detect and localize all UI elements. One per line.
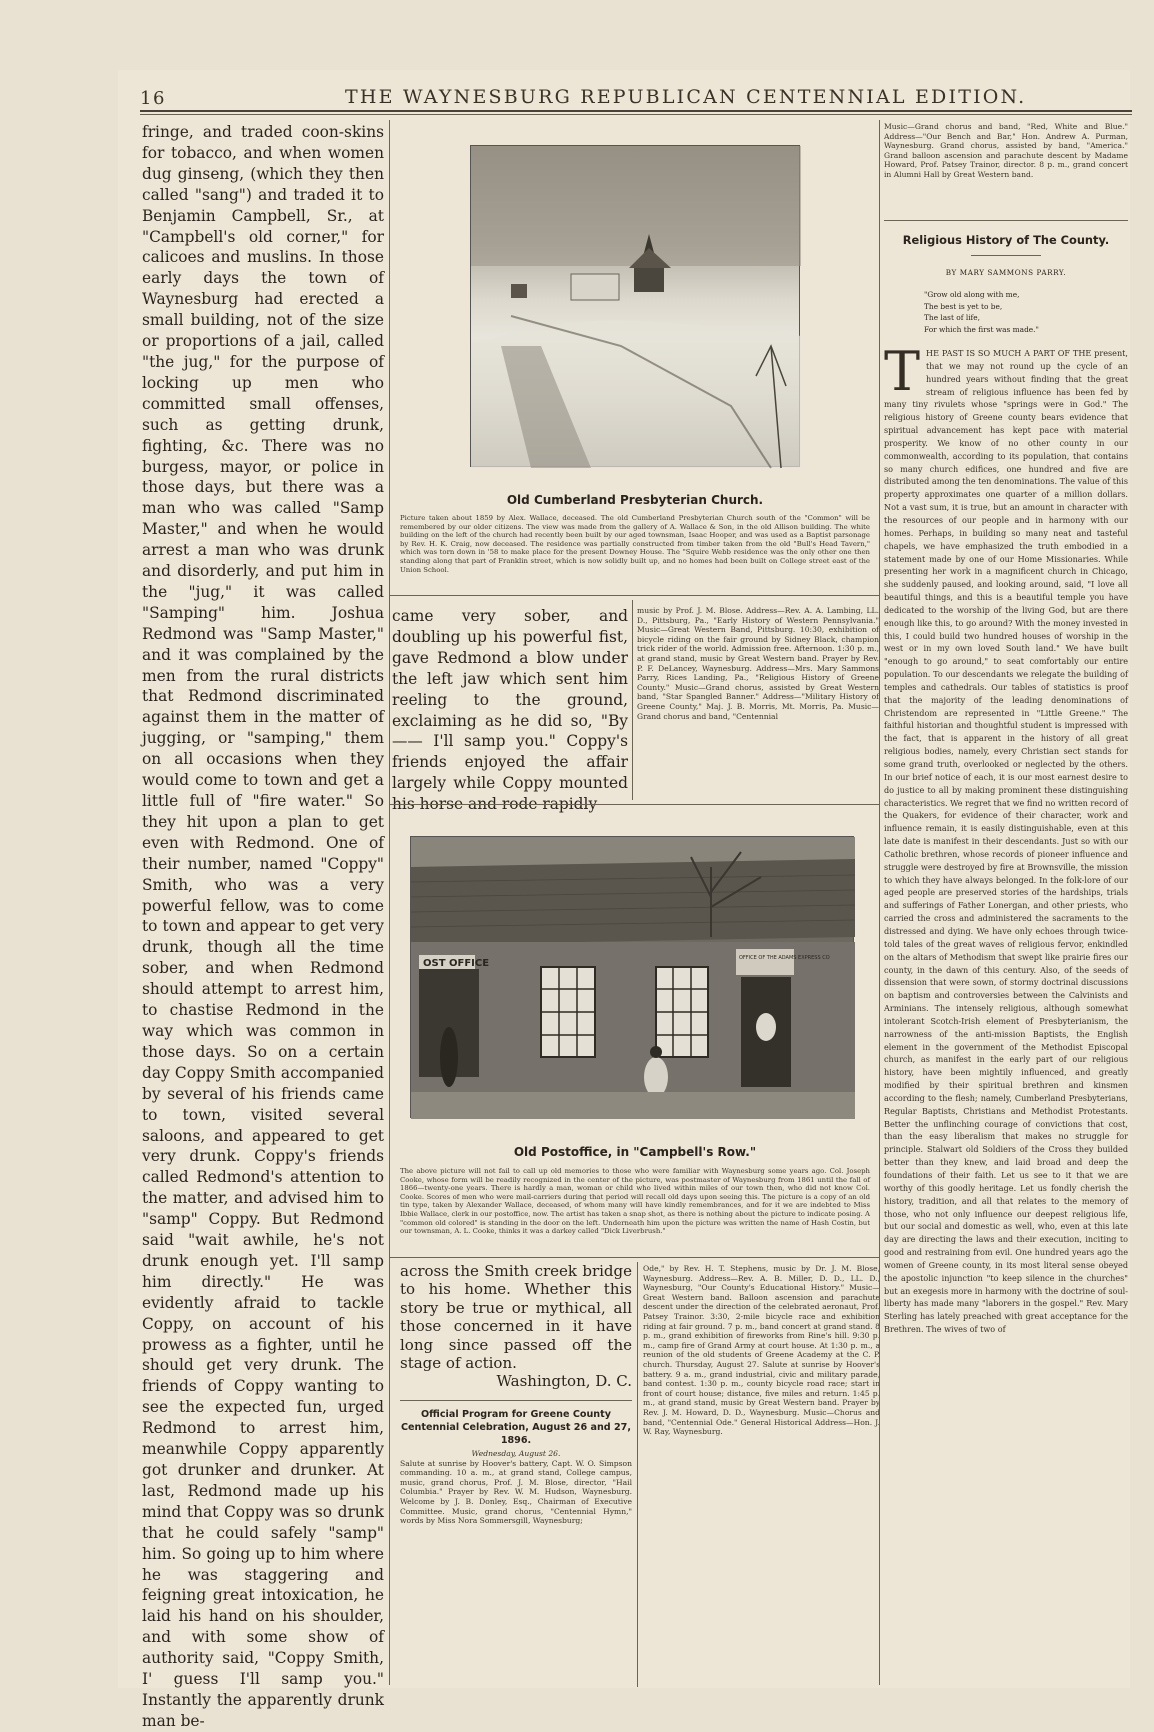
religious-history-text: HE PAST IS SO MUCH A PART OF THE present, that we may not round up the cycle of an hundred years without finding that the great stream of religious influence has been fed by many tiny rivulets whose "springs were in God." The religious history of Greene county bears evidence that spiritual advancement has kept pace with material prosperity. We know of no other county in our commonwealth, according to its population, that contains so many church edifices, one hundred and five are distributed among the ten denominations. The value of this property approximates one quarter of a million dollars. Not a vast sum, it is true, but an amount in character with the resources of our people and in harmony with our homes. Perhaps, in building so many neat and tasteful chapels, we have emphasized the truth embodied in a statement made by one of our Home Missionaries. While presenting her work in a magnificent church in Chicago, she suddenly paused, and looking around, said, "I love all beautiful things, and this is a beautiful temple you have dedicated to the worship of the living God, but are there enough like this, to go around? With the money invested in this, I could build two hundred houses of worship in the west or in my own loved South land." We have built "enough to go around," to seat comfortably our entire population. To our descendants we relegate the building of temples and cathedrals. Our tables of statistics is proof that the majority of the leading denominations of Christendom are represented in "Little Greene." The faithful historian and thoughtful student is impressed with the fact, that is apparent in the history of all great religious bodies, namely, every Christian sect stands for some grand truth, overlooked or neglected by the others. In our brief notice of each, it is our most earnest desire to do justice to all by making prominent these distinguishing characteristics. We regret that we find no written record of the Quakers, for evidence of their character, work and influence remain, it is easily distinguishable, even at this late date is manifest in their descendants. Just so with our Catholic brethren, whose records of pioneer influence and struggle were destroyed by fire at Brownsville, the mission to which they have always belonged. In the folk-lore of our aged people are preserved stories of the hardships, trials and sufferings of Father Lonergan, and other priests, who carried the cross and administered the sacraments to the distressed and dying. We have only echoes through twice-told tales of the great waves of religious fervor, enkindled on the altars of Methodism that swept like prairie fires our county, in the dawn of this century. Also, of the seeds of dissension that were sown, of stormy doctrinal discussions on baptism and controversies between the Calvinists and Arminians. The intensely religious, although somewhat intolerant Scotch-Irish element of Presbyterianism, the narrowness of the anti-mission Baptists, the English element in the government of the Methodist Episcopal church, as manifest in the early part of our religious history, have been mightily influenced, and greatly modified by their spiritual brethren and kinsmen according to the flesh; namely, Cumberland Presbyterians, Regular Baptists, Christians and Methodist Protestants. Better the unflinching courage of convictions that cost, than the easy liberalism that makes no struggle for principle. Stalwart old Soldiers of the Cross they builded better than they knew, and laid broad and deep the foundations of their faith. Let us see to it that we are worthy of this goodly heritage. Let us fondly cherish the history, tradition, and all that relates to the memory of those, who not only influence our deepest religious life, but our social and domestic as well, who, even at this late day are directing the laws and their execution, inciting to good and restraining from evil. One hundred years ago the women of Greene county, in its most literal sense obeyed the apostolic injunction "to keep silence in the churches" but an exegesis more in harmony with the doctrine of soul-liberty has made many "laborers in the gospel." Rev. Mary Sterling has lately preached with great acceptance for the Brethren. The wives of two of (884, 348, 1128, 1335)
rule-above-religious (884, 220, 1128, 221)
religious-byline: BY MARY SAMMONS PARRY. (945, 268, 1067, 277)
official-program-heading: Official Program for Greene County Centennial Celebration, August 26 and 27, 1896. (400, 1409, 631, 1446)
poem-line: For which the first was made." (924, 324, 1039, 334)
story-text-part3: across the Smith creek bridge to his home. Whether this story be true or mythical, all those concerned in it have long since passed off the stage of action. (400, 1262, 632, 1373)
postoffice-sign-right: OFFICE OF THE ADAMS EXPRESS CO (739, 955, 830, 961)
poem-line: "Grow old along with me, (924, 290, 1020, 299)
program-end: Music—Grand chorus and band, "Red, White and Blue." Address—"Our Bench and Bar," Hon. Andrew A. Purman, Waynesburg. Grand chorus, assisted by band, "America." Grand balloon ascension and parachute descent by Madame Howard, Prof. Patsey Trainor, director. 8 p. m., grand concert in Alumni Hall by Great Western band. (884, 122, 1128, 179)
postoffice-sign-left: OST OFFICE (423, 958, 490, 969)
church-photo-title: Old Cumberland Presbyterian Church. (506, 493, 764, 507)
rule-below-postoffice-caption (390, 1257, 880, 1258)
church-photo-scene (471, 146, 801, 468)
heading-divider (971, 255, 1041, 256)
story-continued (392, 606, 628, 814)
postoffice-photo-title: Old Postoffice, in "Campbell's Row." (513, 1145, 757, 1159)
masthead-rule-thin (140, 114, 1132, 115)
column-left-story (142, 122, 384, 1730)
postoffice-photo-scene (411, 837, 855, 1119)
story-text-part2: came very sober, and doubling up his powerful fist, gave Redmond a blow under the left jaw which sent him reeling to the ground, exclaiming as he did so, "By —— I'll samp you." Coppy's friends enjoyed the affair largely while Coppy mounted his horse and rode rapidly (392, 607, 628, 814)
religious-history-heading: Religious History of The County. (902, 233, 1110, 247)
official-program (400, 1408, 632, 1686)
postoffice-photo-caption: The above picture will not fail to call up old memories to those who were familiar with Waynesburg some years ago. Col. Joseph Cooke, whose form will be readily recognized in the center of the picture, was postmaster of Waynesburg from 1861 until the fall of 1866—twenty-one years. There is hardly a man, woman or child who lived within miles of our town then, who did not know Col. Cooke. Scores of men who were mail-carriers during that period will recall old days upon seeing this. The picture is a copy of an old tin type, taken by Alexander Wallace, deceased, of whom many will have kindly remembrances, and for it we are indebted to Miss Ibbie Wallace, clerk in our postoffice, now. The artist has taken a snap shot, as there is nothing about the picture to indicate posing. A "common old colored" is standing in the door on the left. Underneath him upon the picture was written the name of Hash Costin, but our townsman, A. L. Cooke, thinks it was a darkey called "Dick Liverbrush." (400, 1167, 870, 1236)
column-divider-3 (879, 120, 880, 1685)
column-divider-2b (637, 1262, 638, 1687)
story-text-part1: fringe, and traded coon-skins for tobacco, and when women dug ginseng, (which they then called "sang") and traded it to Benjamin Campbell, Sr., at "Campbell's old corner," for calicoes and muslins. In those early days the town of Waynesburg had erected a small building, not of the size or proportions of a jail, called "the jug," for the purpose of locking up men who committed small offenses, such as getting drunk, fighting, &c. There was no burgess, mayor, or police in those days, but there was a man who was called "Samp Master," and when he would arrest a man who was drunk and disorderly, and put him in the "jug," it was called "Samping" him. Joshua Redmond was "Samp Master," and it was complained by the men from the rural districts that Redmond discriminated against them in the matter of jugging, or "samping," them on all occasions when they would come to town and get a little full of "fire water." So they hit upon a plan to get even with Redmond. One of their number, named "Coppy" Smith, who was a very powerful fellow, was to come to town and appear to get very drunk, though all the time sober, and when Redmond should attempt to arrest him, to chastise Redmond in the way which was common in those days. So on a certain day Coppy Smith accompanied by several of his friends came to town, visited several saloons, and appeared to get very drunk. Coppy's friends called Redmond's attention to the matter, and advised him to "samp" Coppy. But Redmond said "wait awhile, he's not drunk enough yet. I'll samp him directly." He was evidently afraid to tackle Coppy, on account of his prowess as a fighter, until he should get very drunk. The friends of Coppy wanting to see the expected fun, urged Redmond to arrest him, meanwhile Coppy apparently got drunker and drunker. At last, Redmond made up his mind that Coppy was so drunk that he could safely "samp" him. So going up to him where he was staggering and feigning great intoxication, he laid his hand on his shoulder, and with some show of authority said, "Coppy Smith, I' guess I'll samp you." Instantly the apparently drunk man be- (142, 123, 384, 1730)
program-day-wednesday: Wednesday, August 26. (471, 1449, 561, 1458)
column-divider-2a (632, 600, 633, 800)
rule-above-program (400, 1400, 632, 1401)
official-program-text: Salute at sunrise by Hoover's battery, Capt. W. O. Simpson commanding. 10 a. m., at grand stand, College campus, music, grand chorus, Prof. J. M. Blose, director, "Hail Columbia." Prayer by Rev. W. M. Hudson, Waynesburg. Welcome by J. B. Donley, Esq., Chairman of Executive Committee. Music, grand chorus, "Centennial Hymn," words by Miss Nora Sommersgill, Waynesburg; (400, 1458, 632, 1526)
rule-below-church-caption (390, 595, 880, 596)
edition-title: THE WAYNESBURG REPUBLICAN CENTENNIAL EDITION. (345, 86, 1027, 108)
program-top: music by Prof. J. M. Blose. Address—Rev. A. A. Lambing, LL. D., Pittsburg, Pa., "Early History of Western Pennsylvania." Music—Great Western Band, Pittsburg. 10:30, exhibition of bicycle riding on the fair ground by Sidney Black, champion trick rider of the world. Admission free. Afternoon. 1:30 p. m., at grand stand, music by Great Western band. Prayer by Rev. P. F. DeLancey, Waynesburg. Address—Mrs. Mary Sammons Parry, Rices Landing, Pa., "Religious History of Greene County." Music—Grand chorus, assisted by Great Western band, "Star Spangled Banner." Address—"Military History of Greene County," Maj. J. B. Morris, Mt. Morris, Pa. Music—Grand chorus and band, "Centennial (637, 606, 879, 721)
church-photo (470, 145, 800, 467)
masthead-rule (140, 110, 1132, 112)
poem-epigraph (884, 289, 1128, 335)
drop-cap: T (884, 340, 921, 403)
religious-history-body (884, 340, 1128, 1657)
poem-line: The last of life, (924, 313, 981, 322)
postoffice-photo (410, 836, 854, 1118)
column-divider-1 (389, 120, 390, 1685)
poem-line: The best is yet to be, (924, 301, 1003, 311)
page-number: 16 (140, 88, 166, 109)
rule-above-postoffice (390, 804, 880, 805)
story-end (400, 1262, 632, 1412)
story-signature: Washington, D. C. (496, 1372, 632, 1391)
church-photo-caption: Picture taken about 1859 by Alex. Wallace, deceased. The old Cumberland Presbyterian Church south of the "Common" will be remembered by our older citizens. The view was made from the gallery of A. Wallace & Son, in the old Allison building. The white building on the left of the church had recently been built by our aged townsman, Isaac Hooper, and was used as a Baptist parsonage by Rev. H. K. Craig, now deceased. The residence was partially constructed from timber taken from the old "Bull's Head Tavern," which was torn down in '58 to make place for the present Downey House. The "Squire Webb residence was the only other one then standing along that part of Franklin street, which is now solidly built up, and no homes had been built on College street east of the Union School. (400, 514, 870, 574)
program-bottom: Ode," by Rev. H. T. Stephens, music by Dr. J. M. Blose, Waynesburg. Address—Rev. A. B. Miller, D. D., LL. D., Waynesburg, "Our County's Educational History." Music—Great Western band. Balloon ascension and parachute descent under the direction of the celebrated aeronaut, Prof. Patsey Trainor. 3:30, 2-mile bicycle race and exhibition riding at fair ground. 7 p. m., band concert at grand stand. 8 p. m., grand exhibition of fireworks from Rine's hill. 9:30 p. m., camp fire of Grand Army at court house. At 1:30 p. m., a reunion of the old students of Greene Academy at the C. P. church. Thursday, August 27. Salute at sunrise by Hoover's battery. 9 a. m., grand industrial, civic and military parade, band contest. 1:30 p. m., county bicycle road race; start in front of court house; distance, five miles and return. 1:45 p. m., at grand stand, music by Great Western band. Prayer by Rev. J. M. Howard, D. D., Waynesburg. Music—Chorus and band, "Centennial Ode." General Historical Address—Hon. J. W. Ray, Waynesburg. (643, 1264, 880, 1437)
column-right (884, 122, 1128, 1685)
